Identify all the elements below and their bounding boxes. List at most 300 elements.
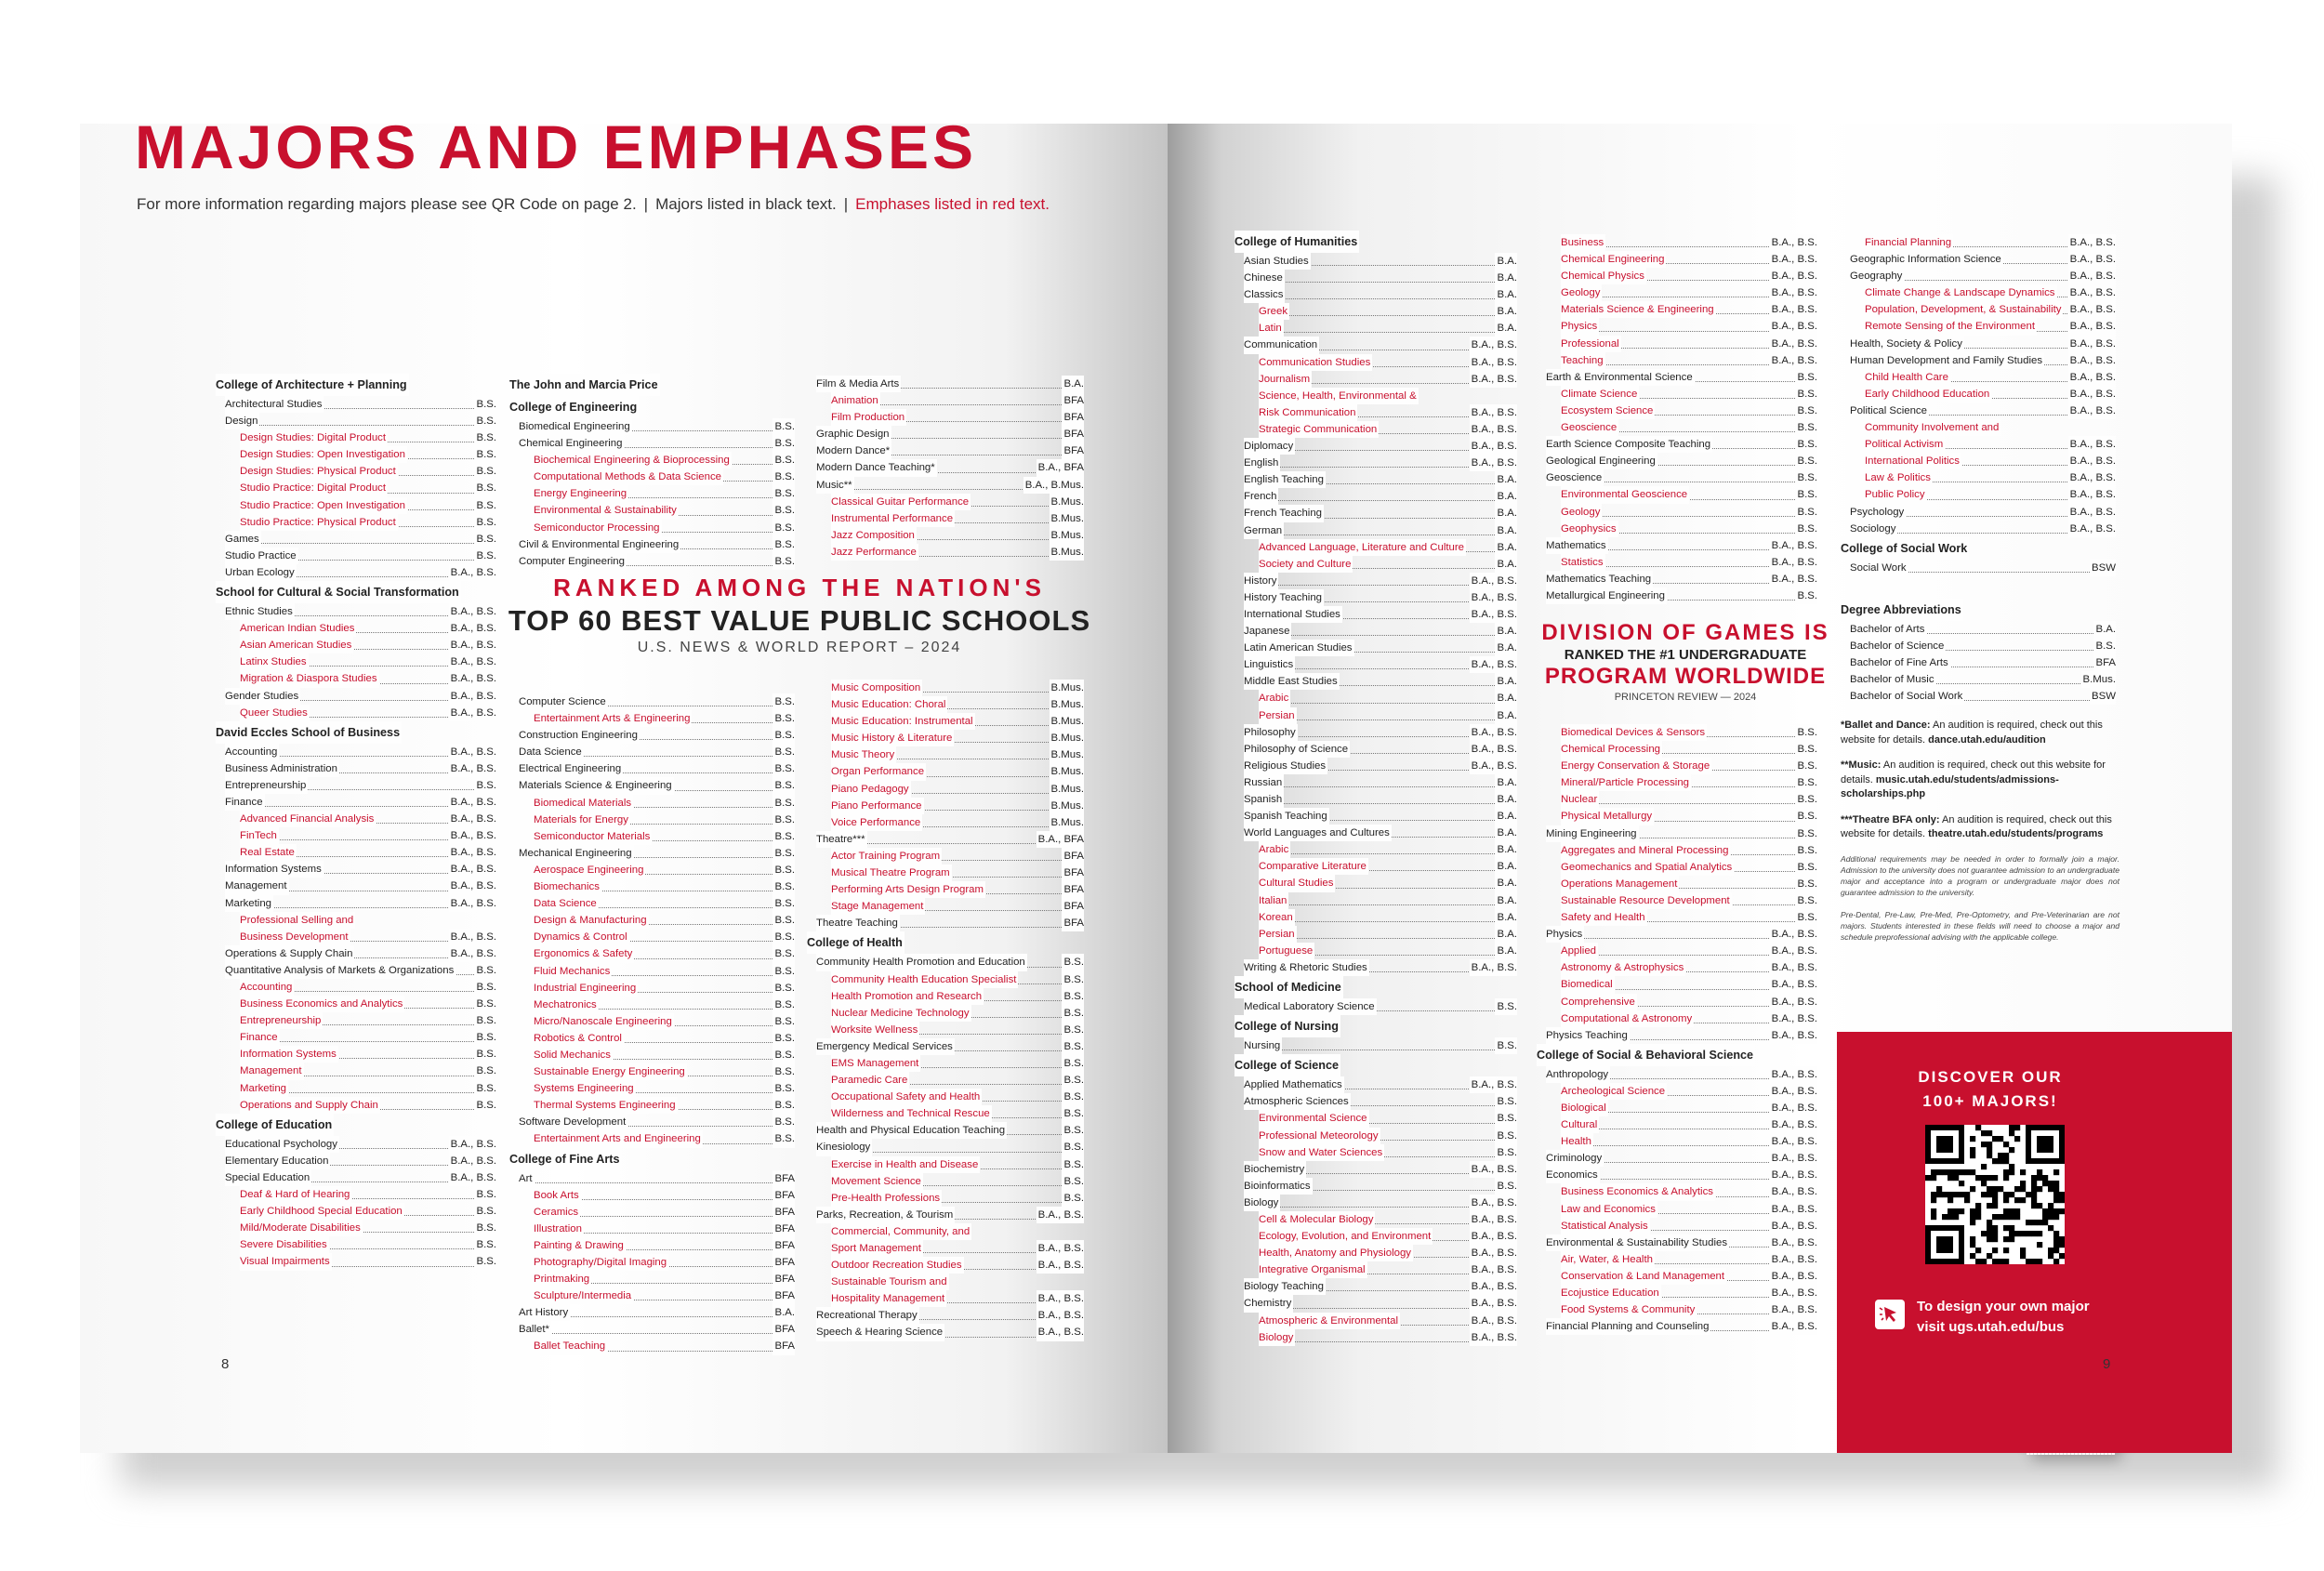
degree-label: B.A., B.S.	[1770, 1150, 1817, 1167]
emphasis-row	[509, 1237, 795, 1254]
division-line-3: PROGRAM WORLDWIDE	[1544, 664, 1827, 689]
emphasis-row	[509, 1063, 795, 1080]
program-name: Business Economics & Analytics	[1561, 1183, 1715, 1200]
major-row	[1235, 455, 1517, 471]
major-row	[216, 603, 496, 620]
program-name: History	[1244, 573, 1278, 589]
degree-label: B.S.	[772, 929, 795, 945]
emphasis-row	[1235, 1245, 1517, 1261]
emphasis-row	[216, 1220, 496, 1236]
degree-label: B.S.	[772, 1130, 795, 1147]
degree-label: BFA	[1062, 392, 1084, 409]
emphasis-row	[1235, 556, 1517, 573]
degree-label: B.Mus.	[1050, 781, 1084, 798]
degree-label: B.Mus.	[1050, 510, 1084, 527]
degree-label: B.A., B.S.	[1470, 1228, 1517, 1245]
discover-line-1: DISCOVER OUR	[1918, 1068, 2063, 1086]
qr-code[interactable]	[1925, 1125, 2065, 1264]
program-name: Finance	[225, 794, 265, 811]
program-name: Health and Physical Education Teaching	[816, 1122, 1007, 1139]
degree-label: B.A., B.S.	[1470, 455, 1517, 471]
degree-label: B.A., B.S.	[2068, 469, 2116, 486]
degree-label: B.Mus.	[1050, 730, 1084, 746]
program-name: Music**	[816, 477, 854, 494]
major-row	[1537, 571, 1817, 587]
degree-label: B.S.	[772, 845, 795, 862]
program-name: Architectural Studies	[225, 396, 324, 413]
degree-label: B.A., B.S.	[1770, 926, 1817, 943]
major-row	[1235, 589, 1517, 606]
degree-label: B.A.	[1495, 522, 1517, 539]
emphasis-row	[216, 497, 496, 514]
degree-label: B.S.	[1795, 587, 1817, 604]
degree-label: B.S.	[474, 1046, 496, 1063]
emphasis-row	[1537, 1301, 1817, 1318]
degree-label: B.S.	[1062, 1122, 1084, 1139]
emphasis-row	[807, 1274, 1084, 1290]
program-name: Design & Manufacturing	[534, 912, 649, 929]
major-row	[1537, 453, 1817, 469]
degree-label: B.A., B.S.	[1470, 606, 1517, 623]
program-name: Mechanical Engineering	[519, 845, 634, 862]
note-music	[1841, 759, 2119, 802]
emphasis-row	[1537, 386, 1817, 403]
program-name: International Studies	[1244, 606, 1342, 623]
college-heading	[1235, 1015, 1517, 1037]
emphasis-row	[216, 480, 496, 496]
major-row	[1235, 1295, 1517, 1312]
major-row	[1235, 337, 1517, 353]
note-theatre-url[interactable]: theatre.utah.edu/students/programs	[1928, 828, 2104, 839]
major-row	[509, 760, 795, 777]
degree-label: BFA	[1062, 442, 1084, 459]
emphasis-row	[1537, 909, 1817, 926]
degree-label: B.S.	[1795, 386, 1817, 403]
program-name: Speech & Hearing Science	[816, 1324, 944, 1340]
program-name: Asian Studies	[1244, 253, 1311, 270]
design-url-link[interactable]: ugs.utah.edu/bus	[1948, 1319, 2065, 1335]
division-line-1: DIVISION OF GAMES IS	[1541, 620, 1829, 645]
program-name: Economics	[1546, 1167, 1600, 1183]
degree-label: B.S.	[474, 1236, 496, 1253]
program-name: Stage Management	[831, 898, 925, 915]
degree-label: B.A.	[1495, 471, 1517, 488]
emphasis-row	[1235, 1261, 1517, 1278]
degree-label: B.A., BFA	[1037, 459, 1084, 476]
emphasis-row	[1235, 841, 1517, 858]
major-row	[216, 413, 496, 429]
program-name: Design	[225, 413, 259, 429]
leader-dots	[1259, 938, 1517, 939]
college-heading	[216, 1114, 496, 1136]
emphasis-row	[216, 429, 496, 446]
emphasis-row	[807, 1072, 1084, 1089]
emphasis-row	[1235, 1211, 1517, 1228]
program-name: Sustainable Resource Development	[1561, 892, 1732, 909]
major-row	[1841, 521, 2116, 537]
degree-label: B.A., B.S.	[1770, 1301, 1817, 1318]
degree-label: B.A., BFA	[1037, 831, 1084, 848]
discover-heading	[1837, 1065, 2144, 1114]
note-additional-requirements: Additional requirements may be needed in order to formally join a major. Admission to the university does not guarantee admission to an undergraduate major and acceptance into a program or undergraduate major does not guarantee admission to the university.	[1841, 853, 2119, 897]
degree-label: B.A., B.S.	[1770, 1234, 1817, 1251]
degree-label: BFA	[1062, 409, 1084, 426]
emphasis-row	[1235, 858, 1517, 875]
program-name: Law and Economics	[1561, 1201, 1657, 1218]
degree-label: B.Mus.	[1050, 696, 1084, 713]
program-name: Linguistics	[1244, 656, 1295, 673]
emphasis-row	[807, 798, 1084, 814]
note-music-url[interactable]: music.utah.edu/students/admissions-scholarships.php	[1841, 773, 2059, 799]
degree-label: B.S.	[772, 1097, 795, 1114]
degree-label: B.S.	[772, 435, 795, 452]
program-name: Biology	[1259, 1329, 1295, 1346]
major-row	[1235, 724, 1517, 741]
degree-label: BFA	[772, 1321, 795, 1338]
degree-label: B.A., B.S.	[449, 811, 496, 827]
program-name: Advanced Financial Analysis	[240, 811, 376, 827]
college-name: The John and Marcia Price	[509, 374, 660, 396]
emphasis-row	[216, 1080, 496, 1097]
program-name: Statistical Analysis	[1561, 1218, 1650, 1234]
note-theatre-label: ***Theatre BFA only:	[1841, 813, 1940, 825]
program-name: Sustainable Energy Engineering	[534, 1063, 687, 1080]
degree-label: B.S.	[1062, 1156, 1084, 1173]
degree-label: BFA	[1062, 848, 1084, 865]
program-name: Mechatronics	[534, 997, 599, 1013]
emphasis-row	[1537, 234, 1817, 251]
program-name: Business	[1561, 234, 1605, 251]
degree-label: B.A., B.S.	[1470, 656, 1517, 673]
degree-label: B.S.	[772, 862, 795, 878]
emphasis-row	[807, 409, 1084, 426]
college-heading	[509, 396, 795, 418]
emphasis-row	[1841, 318, 2116, 335]
degree-label: B.A., B.S.	[1037, 1240, 1084, 1257]
program-name: Geology	[1561, 284, 1602, 301]
emphasis-row	[1537, 268, 1817, 284]
major-row	[509, 435, 795, 452]
program-name: Occupational Safety and Health	[831, 1089, 982, 1105]
degree-label: B.Mus.	[1050, 494, 1084, 510]
college-heading	[509, 374, 795, 396]
program-name: Mineral/Particle Processing	[1561, 774, 1691, 791]
degree-label: B.S.	[1062, 1038, 1084, 1055]
emphasis-row	[216, 463, 496, 480]
emphasis-row	[1235, 421, 1517, 438]
program-name: Sustainable Tourism and	[831, 1274, 949, 1290]
degree-label: B.A.	[1062, 376, 1084, 392]
program-name: Physics	[1561, 318, 1599, 335]
program-name: Special Education	[225, 1169, 311, 1186]
major-row	[1235, 758, 1517, 774]
program-name: Spanish	[1244, 791, 1284, 808]
program-name: Bachelor of Music	[1850, 671, 1936, 688]
degree-label: B.S.	[1062, 1072, 1084, 1089]
emphasis-row	[1841, 453, 2116, 469]
program-name: Professional Selling and	[240, 912, 355, 929]
degree-label: BFA	[1062, 426, 1084, 442]
degree-label: B.S.	[1795, 486, 1817, 503]
degree-label: B.S.	[474, 413, 496, 429]
program-name: Environmental Geoscience	[1561, 486, 1689, 503]
degree-label: B.S.	[474, 1253, 496, 1270]
program-name: Environmental Science	[1259, 1110, 1369, 1127]
emphasis-row	[216, 811, 496, 827]
degree-label: B.S.	[474, 1029, 496, 1046]
program-name: Law & Politics	[1865, 469, 1933, 486]
program-name: Quantitative Analysis of Markets & Organizations	[225, 962, 456, 979]
cursor-arrow-icon	[1874, 1299, 1906, 1337]
emphasis-row	[1537, 1133, 1817, 1150]
note-theatre	[1841, 813, 2119, 842]
program-name: Geoscience	[1546, 469, 1604, 486]
degree-label: B.A., B.S.	[449, 564, 496, 581]
degree-label: B.A., B.S.	[1770, 1167, 1817, 1183]
program-name: Instrumental Performance	[831, 510, 955, 527]
program-name: Arabic	[1259, 690, 1290, 706]
degree-label: B.S.	[772, 795, 795, 812]
emphasis-row	[509, 980, 795, 997]
degree-label: B.S.	[474, 996, 496, 1012]
program-name: Safety and Health	[1561, 909, 1647, 926]
program-name: Materials Science & Engineering	[519, 777, 674, 794]
program-name: Anthropology	[1546, 1066, 1610, 1083]
emphasis-row	[1537, 842, 1817, 859]
degree-label: B.A., B.S.	[449, 794, 496, 811]
degree-label: B.A., B.S.	[1470, 1329, 1517, 1346]
emphasis-row	[509, 945, 795, 962]
program-name: Ecology, Evolution, and Environment	[1259, 1228, 1433, 1245]
program-name: Philosophy	[1244, 724, 1298, 741]
degree-label: B.A., B.S.	[449, 844, 496, 861]
degree-label: B.A., B.S.	[449, 861, 496, 878]
program-name: Climate Science	[1561, 386, 1639, 403]
emphasis-row	[1537, 994, 1817, 1010]
emphasis-row	[1841, 386, 2116, 403]
degree-label: B.A., B.S.	[1037, 1257, 1084, 1274]
program-name: Marketing	[225, 895, 273, 912]
major-row	[1841, 560, 2116, 576]
design-line-2	[1917, 1317, 2090, 1338]
program-name: International Politics	[1865, 453, 1961, 469]
degree-label: B.A., B.S.	[449, 1153, 496, 1169]
program-name: FinTech	[240, 827, 279, 844]
degree-label: B.A.	[1495, 690, 1517, 706]
major-row	[807, 915, 1084, 931]
emphasis-row	[1841, 284, 2116, 301]
program-name: Ballet*	[519, 1321, 551, 1338]
program-name: Chemical Physics	[1561, 268, 1646, 284]
emphasis-row	[1235, 354, 1517, 371]
program-name: Physics	[1546, 926, 1584, 943]
major-row	[1235, 1278, 1517, 1295]
degree-label: B.A.	[1495, 841, 1517, 858]
degree-label: B.S.	[1795, 419, 1817, 436]
degree-label: B.A.	[1495, 943, 1517, 959]
program-name: Social Work	[1850, 560, 1908, 576]
emphasis-row	[216, 1253, 496, 1270]
degree-label: B.A., B.S.	[1770, 251, 1817, 268]
major-row	[216, 794, 496, 811]
program-name: Medical Laboratory Science	[1244, 998, 1377, 1015]
program-name: Games	[225, 531, 261, 548]
program-name: Society and Culture	[1259, 556, 1353, 573]
emphasis-row	[807, 730, 1084, 746]
program-name: English Teaching	[1244, 471, 1326, 488]
degree-label: B.S.	[474, 1063, 496, 1079]
major-row	[1537, 1066, 1817, 1083]
program-name: Russian	[1244, 774, 1284, 791]
emphasis-row	[807, 696, 1084, 713]
program-name: Computational & Astronomy	[1561, 1010, 1694, 1027]
degree-label: BFA	[1062, 881, 1084, 898]
major-row	[1841, 336, 2116, 352]
emphasis-row	[1841, 301, 2116, 318]
program-name: Earth & Environmental Science	[1546, 369, 1695, 386]
emphasis-row	[509, 963, 795, 980]
major-row	[807, 831, 1084, 848]
major-row	[1841, 504, 2116, 521]
program-name: Religious Studies	[1244, 758, 1327, 774]
major-row	[216, 861, 496, 878]
emphasis-row	[807, 763, 1084, 780]
major-row	[807, 442, 1084, 459]
leader-dots	[1244, 282, 1517, 283]
degree-label: B.A., B.S.	[1770, 1183, 1817, 1200]
degree-label: B.A., B.S.	[1770, 943, 1817, 959]
degree-label: B.A.	[1495, 791, 1517, 808]
design-line-1: To design your own major	[1917, 1299, 2090, 1314]
college-heading	[216, 374, 496, 396]
emphasis-row	[509, 1271, 795, 1287]
major-row	[1235, 253, 1517, 270]
emphasis-row	[216, 912, 496, 929]
emphasis-row	[1841, 234, 2116, 251]
emphasis-row	[1537, 892, 1817, 909]
program-name: Entertainment Arts & Engineering	[534, 710, 692, 727]
college-heading	[216, 581, 496, 603]
program-name: Illustration	[534, 1221, 584, 1237]
college-name: College of Social Work	[1841, 537, 1969, 560]
program-name: Chemistry	[1244, 1295, 1293, 1312]
major-row	[1235, 774, 1517, 791]
emphasis-row	[509, 1030, 795, 1047]
degree-label: B.A., B.S.	[1770, 994, 1817, 1010]
program-name: Music Composition	[831, 680, 922, 696]
program-name: Graphic Design	[816, 426, 891, 442]
degree-label: B.A., B.S.	[1037, 1324, 1084, 1340]
emphasis-row	[807, 881, 1084, 898]
major-row	[1537, 1318, 1817, 1335]
program-name: Physical Metallurgy	[1561, 808, 1654, 825]
emphasis-row	[216, 827, 496, 844]
emphasis-row	[1537, 859, 1817, 876]
degree-label: BFA	[1062, 915, 1084, 931]
leader-dots	[1259, 315, 1517, 316]
major-row	[1537, 369, 1817, 386]
program-name: Data Science	[534, 895, 599, 912]
emphasis-row	[807, 1055, 1084, 1072]
audition-notes	[1841, 719, 2119, 954]
emphasis-row	[1235, 909, 1517, 926]
degree-label: B.S.	[474, 962, 496, 979]
degree-label: B.S.	[474, 1203, 496, 1220]
college-heading	[1235, 231, 1517, 253]
degree-label: B.A., B.S.	[2068, 486, 2116, 503]
program-name: Music Education: Choral	[831, 696, 947, 713]
degree-label: B.A., B.S.	[1770, 1218, 1817, 1234]
degree-label: B.A., B.S.	[2068, 504, 2116, 521]
degree-label: B.S.	[1795, 741, 1817, 758]
program-name: Chemical Engineering	[519, 435, 624, 452]
degree-label: BFA	[772, 1187, 795, 1204]
major-row	[1235, 606, 1517, 623]
emphasis-row	[509, 1254, 795, 1271]
degree-label: B.S.	[772, 945, 795, 962]
emphasis-row	[1235, 303, 1517, 320]
degree-label: B.S.	[474, 548, 496, 564]
column-6	[1841, 234, 2116, 705]
emphasis-row	[1537, 876, 1817, 892]
program-name: Systems Engineering	[534, 1080, 636, 1097]
degree-label: B.A., B.S.	[1470, 1245, 1517, 1261]
emphasis-row	[1537, 724, 1817, 741]
emphasis-row	[807, 814, 1084, 831]
program-name: Nuclear Medicine Technology	[831, 1005, 971, 1022]
program-name: Philosophy of Science	[1244, 741, 1350, 758]
major-row	[807, 426, 1084, 442]
emphasis-row	[509, 452, 795, 469]
major-row	[1235, 1161, 1517, 1178]
major-row	[1841, 654, 2116, 671]
program-name: History Teaching	[1244, 589, 1324, 606]
leader-dots	[1259, 904, 1517, 905]
emphasis-row	[216, 929, 496, 945]
program-name: Operations & Supply Chain	[225, 945, 354, 962]
degree-label: B.A.	[1495, 808, 1517, 825]
emphasis-row	[1235, 1313, 1517, 1329]
degree-label: B.S.	[772, 485, 795, 502]
page-number-left: 8	[221, 1356, 230, 1372]
program-name: Migration & Diaspora Studies	[240, 670, 379, 687]
emphasis-row	[509, 1338, 795, 1354]
degree-label: B.A., B.S.	[1470, 741, 1517, 758]
degree-label: B.A., B.S.	[1470, 1195, 1517, 1211]
major-row	[509, 553, 795, 570]
column-5a	[1537, 234, 1817, 604]
program-name: American Indian Studies	[240, 620, 356, 637]
degree-label: B.S.	[1062, 1190, 1084, 1207]
note-ballet-url[interactable]: dance.utah.edu/audition	[1928, 733, 2046, 746]
program-name: Geoscience	[1561, 419, 1618, 436]
degree-label: B.A., B.S.	[1770, 1268, 1817, 1285]
program-name: Parks, Recreation, & Tourism	[816, 1207, 955, 1223]
program-name: Applied Mathematics	[1244, 1076, 1344, 1093]
design-text	[1917, 1297, 2090, 1338]
degree-label: B.S.	[772, 744, 795, 760]
emphasis-row	[216, 446, 496, 463]
degree-label: B.A., B.S.	[2068, 301, 2116, 318]
degree-label: B.S.	[772, 912, 795, 929]
degree-label: B.S.	[772, 1080, 795, 1097]
program-name: Materials Science & Engineering	[1561, 301, 1716, 318]
degree-label: BFA	[772, 1338, 795, 1354]
major-row	[1235, 825, 1517, 841]
program-name: Japanese	[1244, 623, 1291, 640]
emphasis-row	[216, 653, 496, 670]
degree-label: B.A., B.S.	[1470, 589, 1517, 606]
